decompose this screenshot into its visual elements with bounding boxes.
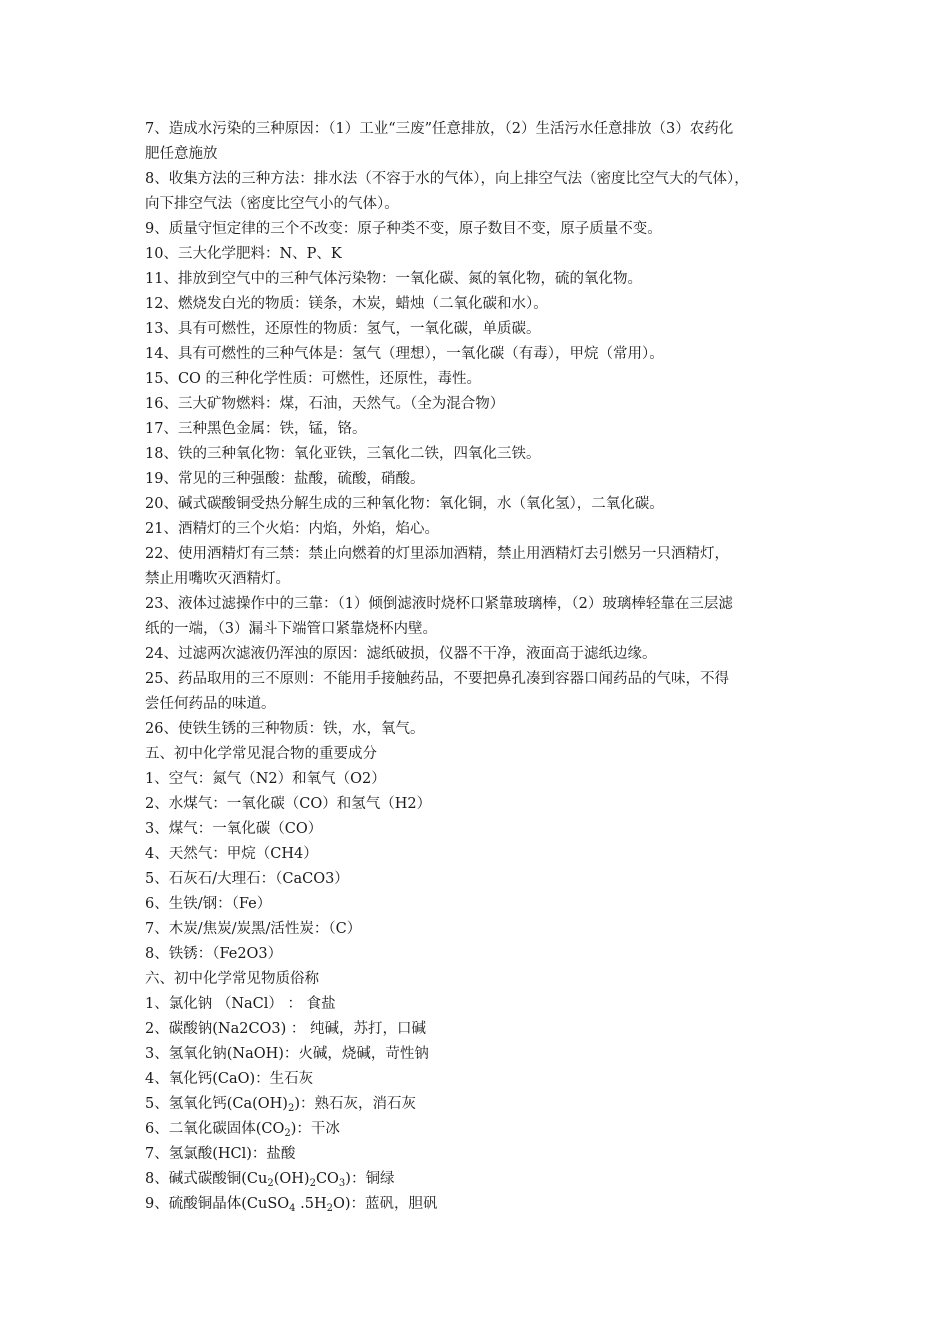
text-line: 4、氧化钙(CaO)：生石灰 <box>145 1071 314 1087</box>
formula-text: .5H <box>295 1196 327 1212</box>
text-line: 尝任何药品的味道。 <box>145 696 276 712</box>
text-line: 7、木炭/焦炭/炭黑/活性炭：（C） <box>145 921 362 937</box>
text-line: 15、CO 的三种化学性质：可燃性，还原性，毒性。 <box>145 371 482 387</box>
text-line: 7、造成水污染的三种原因：（1）工业“三废”任意排放，（2）生活污水任意排放（3）农药化 <box>145 121 734 137</box>
text-line: 3、氢氧化钠(NaOH)：火碱，烧碱，苛性钠 <box>145 1046 429 1062</box>
formula-text: CO <box>315 1171 339 1187</box>
section-heading: 六、初中化学常见物质俗称 <box>145 971 319 987</box>
formula-text: 5、氢氧化钙(Ca(OH) <box>145 1096 288 1112</box>
formula-line <box>145 1192 815 1217</box>
text-line: 12、燃烧发白光的物质：镁条，木炭，蜡烛（二氧化碳和水）。 <box>145 296 548 312</box>
text-line: 纸的一端，（3）漏斗下端管口紧靠烧杯内壁。 <box>145 621 437 637</box>
text-line: 8、收集方法的三种方法：排水法（不容于水的气体），向上排空气法（密度比空气大的气体）， <box>145 171 749 187</box>
text-line: 禁止用嘴吹灭酒精灯。 <box>145 571 290 587</box>
formula-text: )：熟石灰，消石灰 <box>294 1096 416 1112</box>
text-line: 5、石灰石/大理石：（CaCO3） <box>145 871 349 887</box>
text-line: 2、碳酸钠(Na2CO3) ： 纯碱，苏打，口碱 <box>145 1021 427 1037</box>
formula-subscript: 2 <box>267 1178 274 1189</box>
text-line: 肥任意施放 <box>145 146 218 162</box>
text-line: 向下排空气法（密度比空气小的气体）。 <box>145 196 399 212</box>
formula-subscript: 2 <box>287 1103 295 1114</box>
text-line: 20、碱式碳酸铜受热分解生成的三种氧化物：氧化铜，水（氧化氢），二氧化碳。 <box>145 496 664 512</box>
text-line: 6、生铁/钢：（Fe） <box>145 896 272 912</box>
formula-text: 7、氢氯酸(HCl)：盐酸 <box>145 1146 296 1162</box>
formula-line <box>145 1117 815 1142</box>
text-line: 3、煤气：一氧化碳（CO） <box>145 821 323 837</box>
formula-text: O)：蓝矾，胆矾 <box>332 1196 438 1212</box>
formula-subscript: 2 <box>309 1178 316 1189</box>
text-line: 14、具有可燃性的三种气体是：氢气（理想），一氧化碳（有毒），甲烷（常用）。 <box>145 346 664 362</box>
formula-text: (OH) <box>273 1171 310 1187</box>
formula-text: 8、碱式碳酸铜(Cu <box>145 1171 268 1187</box>
formula-subscript: 2 <box>284 1128 291 1139</box>
text-line: 1、氯化钠 （NaCl） ： 食盐 <box>145 996 336 1012</box>
text-line: 22、使用酒精灯有三禁：禁止向燃着的灯里添加酒精，禁止用酒精灯去引燃另一只酒精灯， <box>145 546 729 562</box>
text-line: 23、液体过滤操作中的三靠：（1）倾倒滤液时烧杯口紧靠玻璃棒，（2）玻璃棒轻靠在三层滤 <box>145 596 733 612</box>
formula-line <box>145 1142 815 1167</box>
formula-subscript: 2 <box>326 1203 333 1214</box>
text-line: 21、酒精灯的三个火焰：内焰，外焰，焰心。 <box>145 521 439 537</box>
text-line: 18、铁的三种氧化物：氧化亚铁，三氧化二铁，四氧化三铁。 <box>145 446 541 462</box>
text-line: 19、常见的三种强酸：盐酸，硫酸，硝酸。 <box>145 471 425 487</box>
text-line: 17、三种黑色金属：铁，锰，铬。 <box>145 421 367 437</box>
text-line: 2、水煤气：一氧化碳（CO）和氢气（H2） <box>145 796 432 812</box>
text-line: 11、排放到空气中的三种气体污染物：一氧化碳、氮的氧化物，硫的氧化物。 <box>145 271 642 287</box>
formula-text: 9、硫酸铜晶体(CuSO <box>145 1196 290 1212</box>
text-line: 24、过滤两次滤液仍浑浊的原因：滤纸破损，仪器不干净，液面高于滤纸边缘。 <box>145 646 657 662</box>
section-heading: 五、初中化学常见混合物的重要成分 <box>145 746 377 762</box>
formula-text: 6、二氧化碳固体(CO <box>145 1121 285 1137</box>
formula-subscript: 3 <box>338 1178 346 1189</box>
formula-line <box>145 1092 815 1117</box>
formula-text: )：铜绿 <box>345 1171 395 1187</box>
text-line: 26、使铁生锈的三种物质：铁，水，氧气。 <box>145 721 425 737</box>
formula-line <box>145 1167 815 1192</box>
text-line: 25、药品取用的三不原则：不能用手接触药品，不要把鼻孔凑到容器口闻药品的气味，不得 <box>145 671 729 687</box>
text-line: 8、铁锈：（Fe2O3） <box>145 946 283 962</box>
formula-subscript: 4 <box>289 1203 296 1214</box>
text-line: 10、三大化学肥料：N、P、K <box>145 246 342 262</box>
text-line: 13、具有可燃性，还原性的物质：氢气，一氧化碳，单质碳。 <box>145 321 541 337</box>
text-line: 9、质量守恒定律的三个不改变：原子种类不变，原子数目不变，原子质量不变。 <box>145 221 662 237</box>
text-line: 16、三大矿物燃料：煤，石油，天然气。（全为混合物） <box>145 396 505 412</box>
document-body <box>145 117 815 1217</box>
formula-text: )：干冰 <box>290 1121 340 1137</box>
text-line: 1、空气：氮气（N2）和氧气（O2） <box>145 771 386 787</box>
text-line: 4、天然气：甲烷（CH4） <box>145 846 318 862</box>
